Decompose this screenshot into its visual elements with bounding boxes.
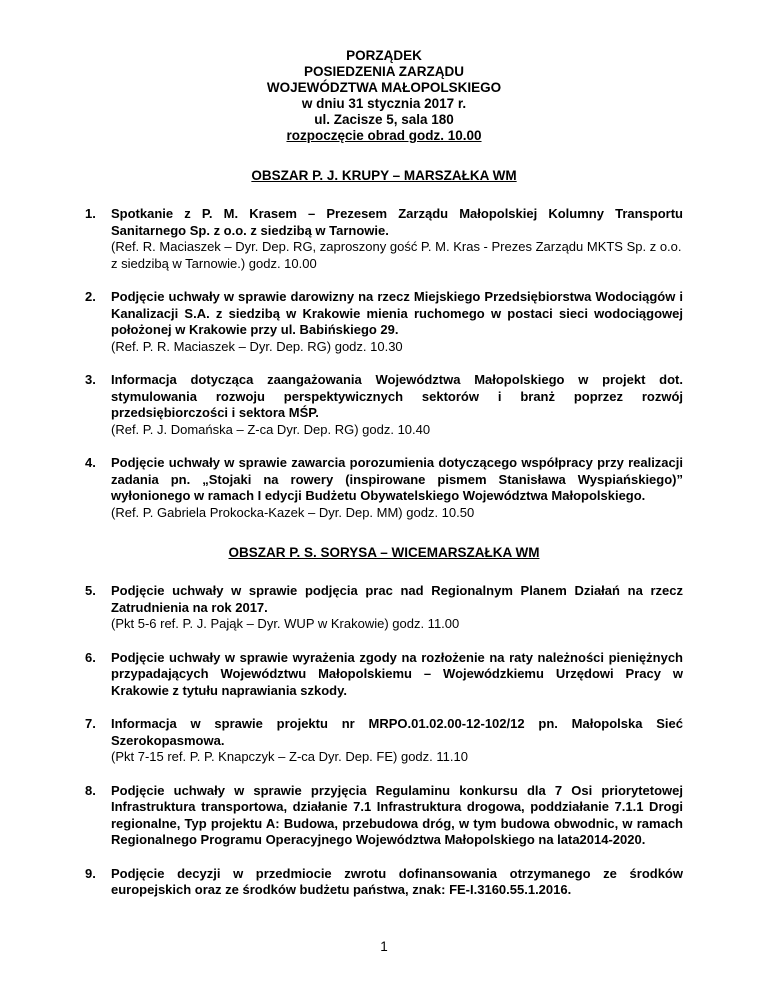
item-ref: (Ref. R. Maciaszek – Dyr. Dep. RG, zaproszony gość P. M. Kras - Prezes Zarządu MKTS Sp. z o.o. z siedzibą w Tarnowie.) godz. 10.00: [111, 239, 682, 271]
item-ref: (Ref. P. R. Maciaszek – Dyr. Dep. RG) godz. 10.30: [111, 338, 403, 354]
agenda-item-9: [85, 866, 683, 899]
header-title-line-2: POSIEDZENIA ZARZĄDU: [303, 64, 464, 79]
agenda-item-1: [85, 206, 683, 272]
page-number: 1: [380, 939, 388, 954]
item-ref: (Pkt 7-15 ref. P. P. Knapczyk – Z-ca Dyr. Dep. FE) godz. 11.10: [111, 749, 468, 764]
item-content: [111, 650, 683, 700]
item-text: Podjęcie uchwały w sprawie zawarcia porozumienia dotyczącego współpracy przy realizacji zadania pn. „Stojaki na rowery (inspirowane pismem Stanisława Wyspiańskiego)” wyłonionego w ramach I edycji Budżetu Obywatelskiego Województwa Małopolskiego.: [111, 455, 683, 503]
item-number: 9.: [85, 865, 96, 881]
agenda-item-7: [85, 716, 683, 766]
item-text: Podjęcie uchwały w sprawie podjęcia prac nad Regionalnym Planem Działań na rzecz Zatrudnienia na rok 2017.: [111, 583, 683, 615]
item-text: Informacja w sprawie projektu nr MRPO.01.02.00-12-102/12 pn. Małopolska Sieć Szerokopasmowa.: [111, 716, 683, 748]
item-number: 1.: [85, 206, 96, 221]
agenda-item-4: [85, 455, 683, 521]
item-number: 5.: [85, 583, 96, 598]
item-content: [111, 783, 683, 849]
item-number: 3.: [85, 372, 96, 387]
item-ref: (Ref. P. Gabriela Prokocka-Kazek – Dyr. Dep. MM) godz. 10.50: [111, 504, 475, 520]
item-text: Podjęcie decyzji w przedmiocie zwrotu dofinansowania otrzymanego ze środków europejskich oraz ze środków budżetu państwa, znak: FE-I.3160.55.1.2016.: [111, 865, 683, 897]
item-text: Podjęcie uchwały w sprawie przyjęcia Regulaminu konkursu dla 7 Osi priorytetowej Infrastruktura transportowa, działanie 7.1 Infrastruktura drogowa, poddziałanie 7.1.1 Drogi regionalne, Typ projektu A: Budowa, przebudowa dróg, w tym budowa obwodnic, w ramach Regionalnego Programu Operacyjnego Województwa Małopolskiego na lata2014-2020.: [111, 782, 683, 847]
agenda-item-3: [85, 372, 683, 438]
item-ref: (Ref. P. J. Domańska – Z-ca Dyr. Dep. RG) godz. 10.40: [111, 421, 431, 437]
item-content: [111, 583, 683, 633]
agenda-item-2: [85, 289, 683, 355]
item-number: 2.: [85, 289, 96, 304]
header-title-line-1: PORZĄDEK: [346, 48, 422, 63]
agenda-item-6: [85, 650, 683, 700]
section-heading-1: OBSZAR P. J. KRUPY – MARSZAŁKA WM: [251, 168, 517, 183]
document-header: [85, 48, 683, 144]
item-text: Podjęcie uchwały w sprawie wyrażenia zgody na rozłożenie na raty należności pieniężnych przypadających Województwu Małopolskiemu – Wojewódzkiemu Urzędowi Pracy w Krakowie z tytułu naprawiania szkody.: [111, 649, 683, 698]
item-content: [111, 716, 683, 766]
section-heading-2: OBSZAR P. S. SORYSA – WICEMARSZAŁKA WM: [228, 545, 540, 560]
item-number: 7.: [85, 716, 96, 731]
header-date-line: w dniu 31 stycznia 2017 r.: [301, 96, 467, 111]
item-content: [111, 866, 683, 899]
header-address-line: ul. Zacisze 5, sala 180: [314, 112, 454, 127]
item-text: Spotkanie z P. M. Krasem – Prezesem Zarządu Małopolskiej Kolumny Transportu Sanitarnego Sp. z o.o. z siedzibą w Tarnowie.: [111, 206, 683, 238]
item-text: Podjęcie uchwały w sprawie darowizny na rzecz Miejskiego Przedsiębiorstwa Wodociągów i Kanalizacji S.A. z siedzibą w Krakowie mienia ruchomego w postaci sieci wodociągowej położonej w Krakowie przy ul. Babińskiego 29.: [111, 289, 683, 337]
item-text: Informacja dotycząca zaangażowania Województwa Małopolskiego w projekt dot. stymulowania rozwoju perspektywicznych sektorów i branż poprzez rozwój przedsiębiorczości i sektora MŚP.: [111, 372, 683, 420]
item-content: [111, 372, 683, 438]
item-number: 4.: [85, 455, 96, 470]
item-number: 6.: [85, 649, 96, 665]
item-content: [111, 455, 683, 521]
item-ref: (Pkt 5-6 ref. P. J. Pająk – Dyr. WUP w Krakowie) godz. 11.00: [111, 616, 460, 631]
agenda-item-8: [85, 783, 683, 849]
header-start-time-line: rozpoczęcie obrad godz. 10.00: [286, 128, 482, 143]
item-content: [111, 289, 683, 355]
header-title-line-3: WOJEWÓDZTWA MAŁOPOLSKIEGO: [266, 80, 502, 95]
item-content: [111, 206, 683, 272]
item-number: 8.: [85, 782, 96, 798]
agenda-item-5: [85, 583, 683, 633]
